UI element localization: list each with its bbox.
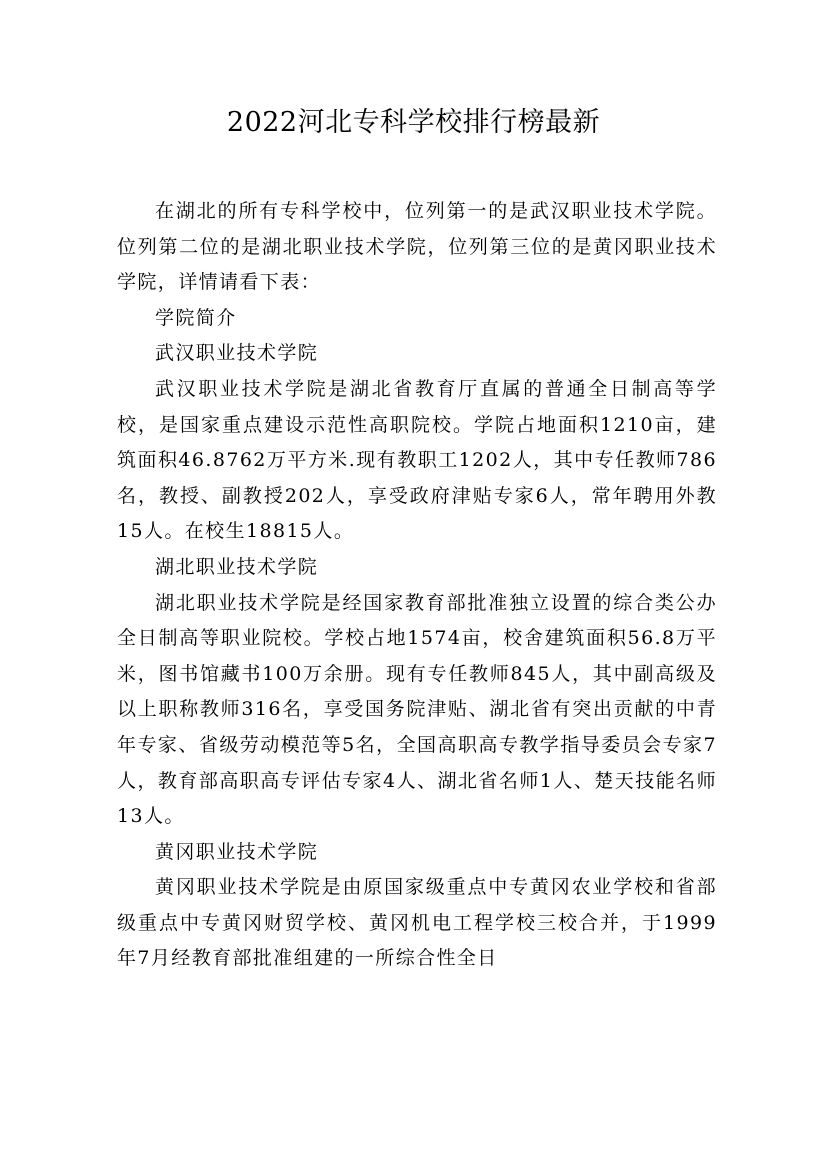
section-heading-hubei: 湖北职业技术学院	[155, 555, 319, 578]
section-heading-wuhan: 武汉职业技术学院	[155, 342, 319, 365]
document-body	[117, 194, 717, 977]
hubei-paragraph: 湖北职业技术学院是经国家教育部批准独立设置的综合类公办全日制高等职业院校。学校占地1574亩，校舍建筑面积56.8万平米，图书馆藏书100万余册。现有专任教师845人，其中副高级及以上职称教师316名，享受国务院津贴、湖北省有突出贡献的中青年专家、省级劳动模范等5名，全国高职高专教学指导委员会专家7人，教育部高职高专评估专家4人、湖北省名师1人、楚天技能名师13人。	[117, 591, 717, 828]
section-heading-intro: 学院简介	[155, 306, 237, 329]
document-title: 2022河北专科学校排行榜最新	[226, 107, 601, 138]
wuhan-paragraph: 武汉职业技术学院是湖北省教育厅直属的普通全日制高等学校，是国家重点建设示范性高职院校。学院占地面积1210亩，建筑面积46.8762万平方米.现有教职工1202人，其中专任教师786名，教授、副教授202人，享受政府津贴专家6人，常年聘用外教15人。在校生18815人。	[117, 377, 717, 543]
section-heading-huanggang: 黄冈职业技术学院	[155, 840, 319, 863]
huanggang-paragraph: 黄冈职业技术学院是由原国家级重点中专黄冈农业学校和省部级重点中专黄冈财贸学校、黄冈机电工程学校三校合并，于1999年7月经教育部批准组建的一所综合性全日	[117, 876, 717, 970]
intro-paragraph: 在湖北的所有专科学校中，位列第一的是武汉职业技术学院。位列第二位的是湖北职业技术学院，位列第三位的是黄冈职业技术学院，详情请看下表：	[117, 200, 717, 294]
